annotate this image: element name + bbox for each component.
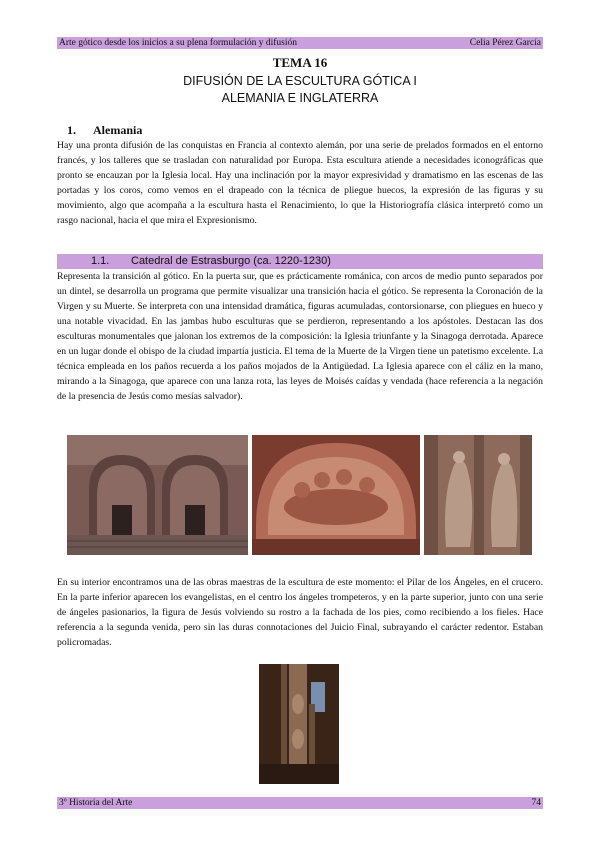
page-title: TEMA 16 <box>272 55 328 70</box>
paragraph-pilar-angeles: En su interior encontramos una de las obras maestras de la escultura de este momento: el Pilar de los Ángeles, en el crucero. En la parte inferior aparecen los evangelistas, en el centro los ángeles trompeteros, y en la parte superior, junto con una serie de ángeles pasionarios, la figura de Jesús volviendo su rostro a la fachada de los pies, como recibiendo a los fieles. Hace referencia a la segunda venida, pero sin las duras connotaciones del Juicio Final, subrayando el carácter redentor. Estaban policromadas. <box>57 577 543 648</box>
photo-tympanum <box>252 435 420 555</box>
photo-south-portal-graphic <box>67 435 248 555</box>
subsection-heading-estrasburgo <box>57 254 543 269</box>
photo-statues-graphic <box>424 435 532 555</box>
page-header <box>57 37 543 49</box>
page-footer <box>57 797 543 809</box>
subsection-number: 1.1. <box>91 255 110 267</box>
photo-tympanum-graphic <box>252 435 420 555</box>
photo-statues <box>424 435 532 555</box>
photo-pillar-angels <box>259 664 339 784</box>
section-number: 1. <box>67 123 76 137</box>
paragraph-estrasburgo: Representa la transición al gótico. En la puerta sur, que es prácticamente románica, con arcos de medio punto separados por un dintel, se desarrolla un programa que permite visualizar una transición hacia el gótico. Se representa la Coronación de la Virgen y su Muerte. Se interpreta con una intensidad dramática, figuras acumuladas, contorsionarse, con pliegues en hueco y una notable vivacidad. En las jambas hubo esculturas que se perdieron, representando a los apóstoles. Destacan las dos esculturas monumentales que jalonan los extremos de la composición: la Iglesia triunfante y la Sinagoga derrotada. Aparece en un lugar donde el obispo de la ciudad impartía justicia. El tema de la Muerte de la Virgen tiene un patetismo excelente. La técnica empleada en los paños recuerda a los paños mojados de la Antigüedad. La Iglesia aparece con el cáliz en la mano, mirando a la Sinagoga, que aparece con una lanza rota, las leyes de Moisés caídas y vendada (hace referencia a la negación de la presencia de Jesús como mesías salvador). <box>57 271 543 402</box>
footer-left: 3º Historia del Arte <box>59 798 133 808</box>
header-right: Celia Pérez García <box>469 38 541 48</box>
subsection-title: Catedral de Estrasburgo (ca. 1220-1230) <box>131 255 331 267</box>
photo-pillar-angels-graphic <box>259 664 339 784</box>
paragraph-alemania: Hay una pronta difusión de las conquistas en Francia al contexto alemán, por una serie de prelados formados en el entorno francés, y los talleres que se trasladan con naturalidad por Europa. Esta escultura atiende a necesidades iconográficas que pronto se encauzan por la Iglesia local. Hay una inclinación por la mayor expresividad y dramatismo en las escenas de las portadas y los coros, como vemos en el drapeado con la técnica de pliegue huecos, la expresión de las figuras y su movimiento, algo que acompaña a la escultura hasta el Renacimiento, lo que la Historiografía clásica interpretó como un rasgo nacional, hacia el que mira el Expresionismo. <box>57 140 543 226</box>
page-subtitle <box>57 73 543 107</box>
section-heading-alemania <box>67 123 142 137</box>
page-number: 74 <box>531 798 541 808</box>
header-left: Arte gótico desde los inicios a su plena formulación y difusión <box>59 38 297 48</box>
section-title: Alemania <box>93 123 143 137</box>
subtitle-line-2: ALEMANIA E INGLATERRA <box>221 91 379 105</box>
subtitle-line-1: DIFUSIÓN DE LA ESCULTURA GÓTICA I <box>183 74 417 88</box>
photo-south-portal <box>67 435 248 555</box>
